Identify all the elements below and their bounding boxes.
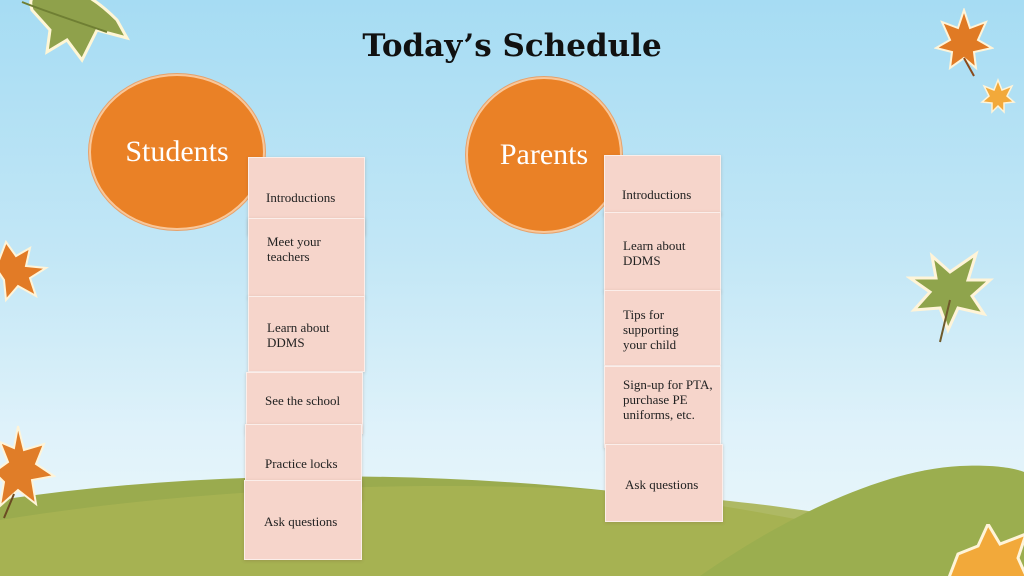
parents-label: Parents — [499, 138, 589, 171]
orange-leaf-left-icon — [0, 238, 50, 304]
students-item-learn-ddms — [248, 296, 365, 372]
students-item-label: Introductions — [266, 190, 336, 205]
students-label: Students — [125, 135, 229, 168]
parents-item-label: Sign-up for PTA, purchase PE uniforms, etc. — [623, 377, 713, 422]
students-item-label: See the school — [265, 393, 341, 408]
parents-item-label: Tips for supporting your child — [623, 307, 679, 352]
students-item-label: Learn about DDMS — [267, 320, 330, 350]
green-leaf-right-icon — [906, 250, 996, 346]
parents-item-label: Introductions — [622, 187, 692, 202]
students-item-label: Meet your teachers — [267, 234, 321, 264]
parents-item-ask-questions — [605, 444, 723, 522]
parents-item-signup — [604, 366, 721, 448]
yellow-leaf-icon — [980, 78, 1016, 114]
parents-item-label: Ask questions — [625, 477, 699, 492]
page-title: Today’s Schedule — [362, 28, 662, 64]
students-item-label: Practice locks — [265, 456, 338, 471]
students-item-ask-questions — [244, 480, 362, 560]
parents-item-introductions — [604, 155, 721, 215]
students-circle — [89, 74, 265, 230]
parents-item-learn-ddms — [604, 212, 721, 292]
students-item-label: Ask questions — [264, 514, 338, 529]
parents-item-label: Learn about DDMS — [623, 238, 686, 268]
parents-circle — [466, 77, 622, 233]
orange-leaf-bottom-right-icon — [948, 524, 1024, 576]
orange-leaf-bottom-left-icon — [0, 424, 56, 520]
students-item-meet-teachers — [248, 218, 365, 298]
parents-item-tips — [604, 290, 721, 366]
